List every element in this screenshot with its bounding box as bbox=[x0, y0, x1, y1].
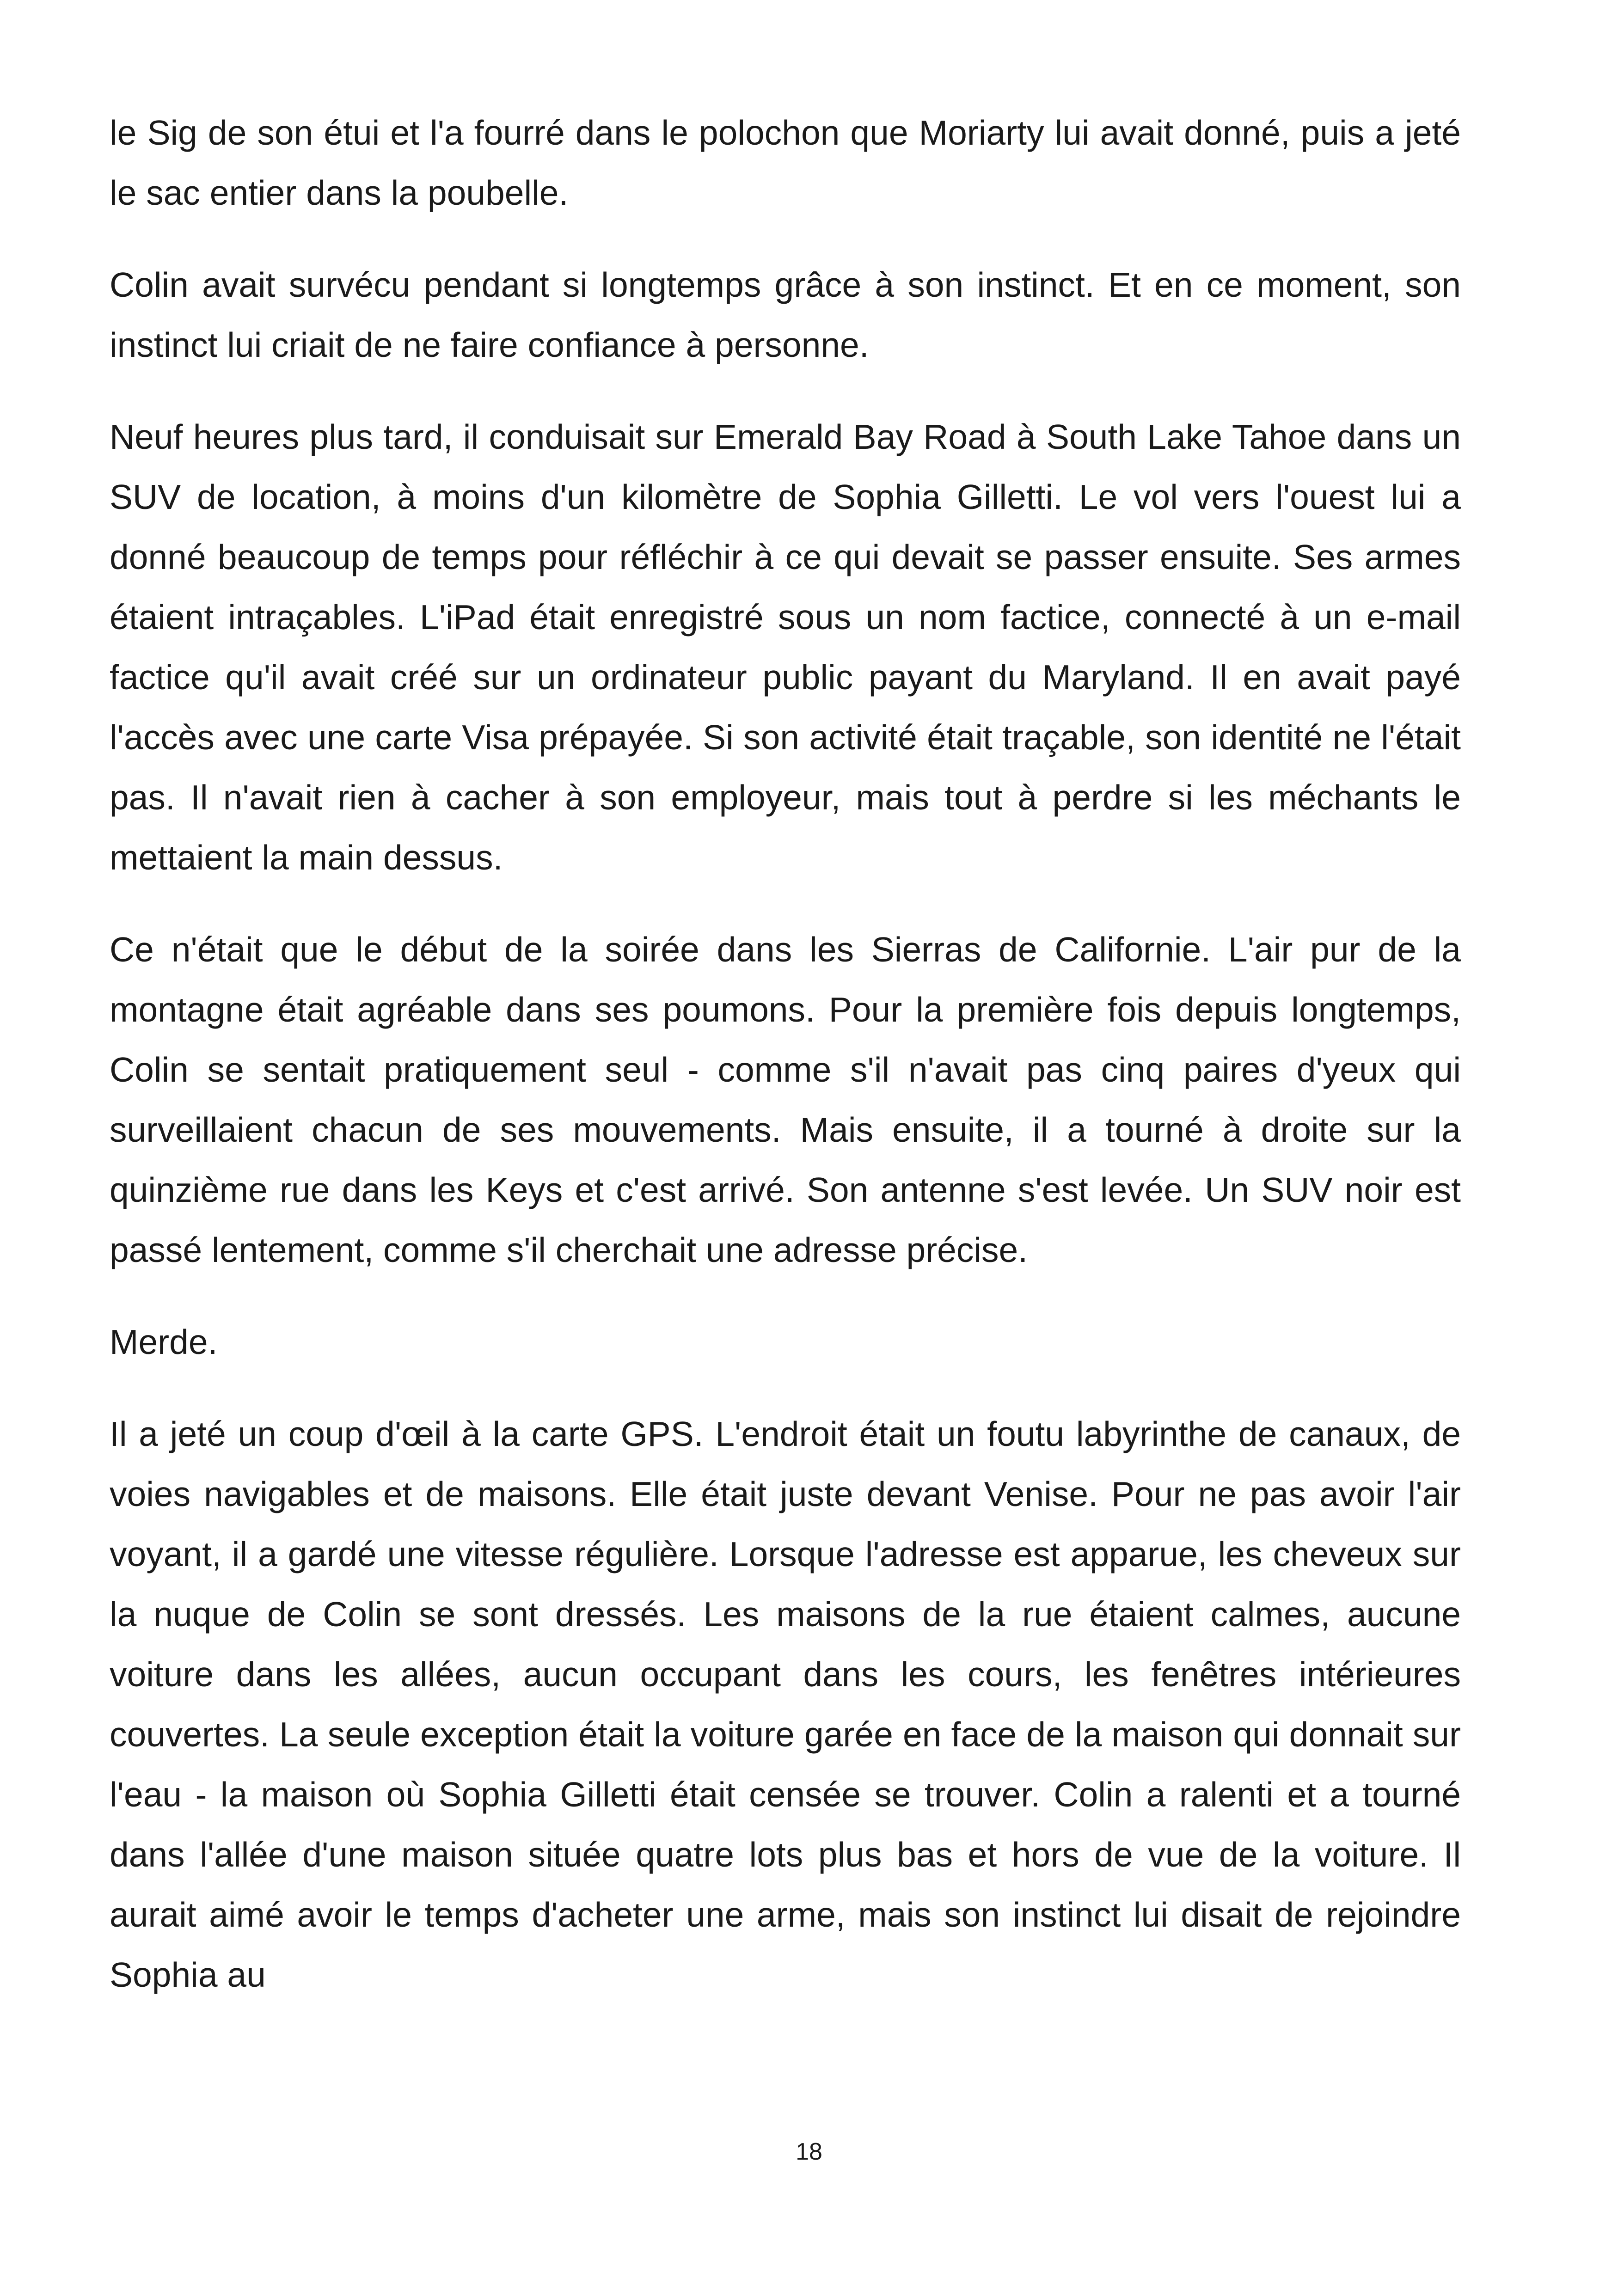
paragraph: Merde. bbox=[110, 1322, 218, 1361]
page-number: 18 bbox=[796, 2138, 822, 2165]
paragraph: Ce n'était que le début de la soirée dans les Sierras de Californie. L'air pur de la montagne était agréable dans ses poumons. Pour la première fois depuis longtemps, Colin se sentait pratiquement seul - comme s'il n'avait pas cinq paires d'yeux qui surveillaient chacun de ses mouvements. Mais ensuite, il a tourné à droite sur la quinzième rue dans les Keys et c'est arrivé. Son antenne s'est levée. Un SUV noir est passé lentement, comme s'il cherchait une adresse précise. bbox=[110, 930, 1461, 1269]
paragraph: Colin avait survécu pendant si longtemps grâce à son instinct. Et en ce moment, son instinct lui criait de ne faire confiance à personne. bbox=[110, 265, 1461, 364]
paragraph: Neuf heures plus tard, il conduisait sur Emerald Bay Road à South Lake Tahoe dans un SUV de location, à moins d'un kilomètre de Sophia Gilletti. Le vol vers l'ouest lui a donné beaucoup de temps pour réfléchir à ce qui devait se passer ensuite. Ses armes étaient intraçables. L'iPad était enregistré sous un nom factice, connecté à un e-mail factice qu'il avait créé sur un ordinateur public payant du Maryland. Il en avait payé l'accès avec une carte Visa prépayée. Si son activité était traçable, son identité ne l'était pas. Il n'avait rien à cacher à son employeur, mais tout à perdre si les méchants le mettaient la main dessus. bbox=[110, 417, 1461, 877]
paragraph: le Sig de son étui et l'a fourré dans le polochon que Moriarty lui avait donné, puis a jeté le sac entier dans la poubelle. bbox=[110, 113, 1461, 212]
body-text bbox=[110, 103, 1461, 2037]
paragraph: Il a jeté un coup d'œil à la carte GPS. L'endroit était un foutu labyrinthe de canaux, de voies navigables et de maisons. Elle était juste devant Venise. Pour ne pas avoir l'air voyant, il a gardé une vitesse régulière. Lorsque l'adresse est apparue, les cheveux sur la nuque de Colin se sont dressés. Les maisons de la rue étaient calmes, aucune voiture dans les allées, aucun occupant dans les cours, les fenêtres intérieures couvertes. La seule exception était la voiture garée en face de la maison qui donnait sur l'eau - la maison où Sophia Gilletti était censée se trouver. Colin a ralenti et a tourné dans l'allée d'une maison située quatre lots plus bas et hors de vue de la voiture. Il aurait aimé avoir le temps d'acheter une arme, mais son instinct lui disait de rejoindre Sophia au bbox=[110, 1414, 1461, 1994]
